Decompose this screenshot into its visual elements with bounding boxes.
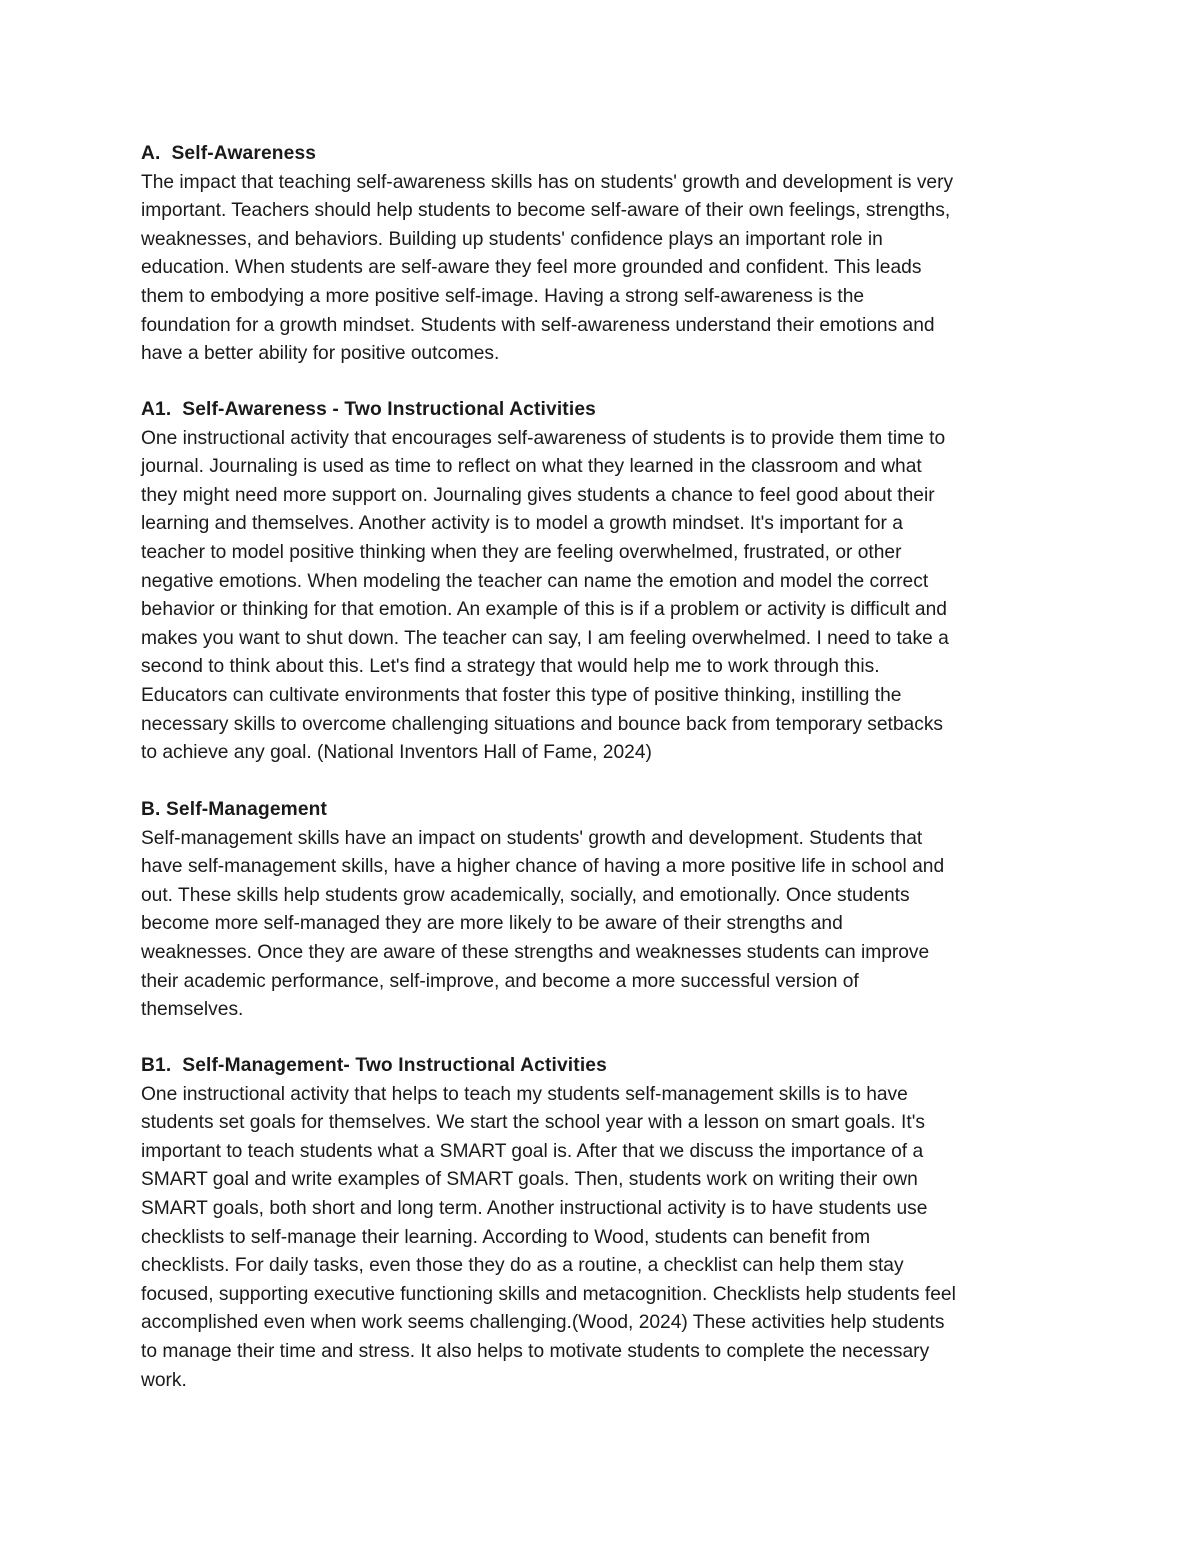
paragraph-line: SMART goal and write examples of SMART goals. Then, students work on writing their own [141, 1169, 918, 1191]
paragraph-line: education. When students are self-aware they feel more grounded and confident. This leads [141, 257, 922, 279]
section-self-awareness [141, 140, 1061, 369]
section-heading: B1. Self-Management- Two Instructional Activities [141, 1055, 607, 1076]
section-heading: B. Self-Management [141, 799, 328, 820]
paragraph-line: accomplished even when work seems challenging.(Wood, 2024) These activities help students [141, 1312, 945, 1334]
paragraph-line: foundation for a growth mindset. Students with self-awareness understand their emotions and [141, 314, 935, 336]
paragraph-line: out. These skills help students grow academically, socially, and emotionally. Once students [141, 884, 910, 906]
paragraph-line: they might need more support on. Journaling gives students a chance to feel good about their [141, 484, 935, 506]
paragraph-line: necessary skills to overcome challenging situations and bounce back from temporary setbacks [141, 713, 944, 735]
paragraph-line: important to teach students what a SMART goal is. After that we discuss the importance of a [141, 1140, 924, 1162]
section-heading: A. Self-Awareness [141, 143, 317, 164]
paragraph-line: Self-management skills have an impact on students' growth and development. Students that [141, 827, 923, 849]
paragraph-line: to manage their time and stress. It also helps to motivate students to complete the necessary [141, 1340, 930, 1362]
paragraph-line: students set goals for themselves. We start the school year with a lesson on smart goals. It's [141, 1112, 925, 1134]
paragraph-line: The impact that teaching self-awareness skills has on students' growth and development is very [141, 171, 954, 193]
paragraph-line: teacher to model positive thinking when they are feeling overwhelmed, frustrated, or other [141, 541, 902, 563]
paragraph-line: Educators can cultivate environments that foster this type of positive thinking, instilling the [141, 684, 902, 706]
paragraph-line: themselves. [141, 999, 244, 1021]
paragraph-line: learning and themselves. Another activity is to model a growth mindset. It's important for a [141, 513, 903, 535]
paragraph-line: makes you want to shut down. The teacher can say, I am feeling overwhelmed. I need to take a [141, 627, 949, 649]
paragraph-line: One instructional activity that encourages self-awareness of students is to provide them time to [141, 427, 946, 449]
paragraph-line: checklists. For daily tasks, even those they do as a routine, a checklist can help them stay [141, 1255, 904, 1277]
paragraph-line: checklists to self-manage their learning. According to Wood, students can benefit from [141, 1226, 871, 1248]
paragraph-line: work. [141, 1369, 187, 1391]
paragraph-line: weaknesses. Once they are aware of these strengths and weaknesses students can improve [141, 941, 930, 963]
paragraph-line: focused, supporting executive functioning skills and metacognition. Checklists help students feel [141, 1283, 956, 1305]
paragraph-line: negative emotions. When modeling the teacher can name the emotion and model the correct [141, 570, 929, 592]
paragraph-line: them to embodying a more positive self-image. Having a strong self-awareness is the [141, 285, 865, 307]
paragraph-line: have a better ability for positive outcomes. [141, 343, 500, 365]
paragraph-line: weaknesses, and behaviors. Building up students' confidence plays an important role in [141, 228, 883, 250]
paragraph-line: journal. Journaling is used as time to reflect on what they learned in the classroom and what [141, 456, 922, 478]
paragraph-line: second to think about this. Let's find a strategy that would help me to work through this. [141, 656, 880, 678]
paragraph-line: become more self-managed they are more likely to be aware of their strengths and [141, 913, 843, 935]
paragraph-line: One instructional activity that helps to teach my students self-management skills is to have [141, 1083, 908, 1105]
section-heading: A1. Self-Awareness - Two Instructional Activities [141, 399, 596, 420]
paragraph-line: to achieve any goal. (National Inventors Hall of Fame, 2024) [141, 742, 652, 764]
section-self-management [141, 796, 1061, 1025]
paragraph-line: have self-management skills, have a higher chance of having a more positive life in school and [141, 856, 945, 878]
paragraph-line: SMART goals, both short and long term. Another instructional activity is to have students use [141, 1197, 928, 1219]
paragraph-line: behavior or thinking for that emotion. An example of this is if a problem or activity is difficult and [141, 599, 947, 621]
paragraph-line: important. Teachers should help students to become self-aware of their own feelings, strengths, [141, 200, 951, 222]
section-self-awareness-activities [141, 396, 1061, 768]
paragraph-line: their academic performance, self-improve, and become a more successful version of [141, 970, 859, 992]
section-self-management-activities [141, 1052, 1061, 1395]
